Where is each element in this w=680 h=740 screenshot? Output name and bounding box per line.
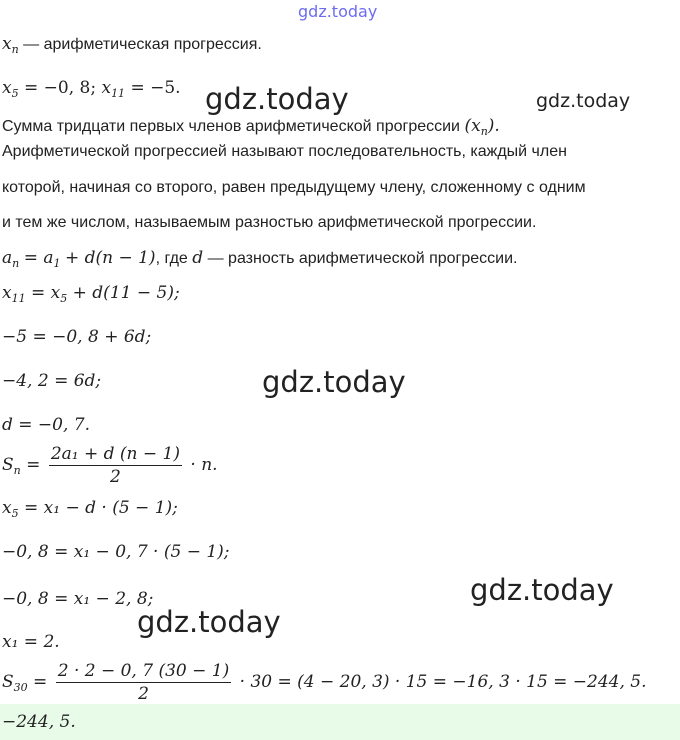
equation: −0, 8 = x₁ − 2, 8; <box>2 589 154 609</box>
s30-computation: $S_{30}$ = $\frac{2 \cdot 2 - 0, 7 (30 - 1)}{2}$ · 30 = (4 − 20, 3) · 15 = −16, 3 · 15 = −244, 5. <box>2 661 647 704</box>
watermark: gdz.today <box>262 365 406 399</box>
x11-equation: $x_{11} = x_5 + d(11 - 5)$; <box>2 283 180 305</box>
definition-line-3: и тем же числом, называемым разностью арифметической прогрессии. <box>2 214 537 231</box>
definition-line-1: Арифметической прогрессией называют последовательность, каждый член <box>2 143 567 160</box>
equation: −5 = −0, 8 + 6d; <box>2 327 152 347</box>
intro-text: — арифметическая прогрессия. <box>23 36 262 53</box>
nth-term-formula: $a_n = a_1 + d(n - 1)$, где d — разность арифметической прогрессии. <box>2 248 518 270</box>
x5-equation: $x_5 = x_1 - d \cdot (5 - 1)$; <box>2 498 178 520</box>
answer-value: −244, 5. <box>2 712 76 732</box>
equation: −0, 8 = x₁ − 0, 7 · (5 − 1); <box>2 542 230 562</box>
watermark: gdz.today <box>205 82 349 116</box>
given-values: $x_5 = -0$, 8; $x_{11} = -5$. <box>2 78 181 100</box>
var-xn: $x_n$ <box>2 34 19 56</box>
watermark: gdz.today <box>470 573 614 607</box>
definition-line-2: которой, начиная со второго, равен предыдущему члену, сложенному с одним <box>2 179 586 196</box>
equation: −4, 2 = 6d; <box>2 371 102 391</box>
watermark: gdz.today <box>137 605 281 639</box>
watermark-top: gdz.today <box>298 2 378 21</box>
intro-line <box>2 34 262 56</box>
equation: d = −0, 7. <box>2 415 91 435</box>
watermark: gdz.today <box>536 90 631 112</box>
fraction: $\frac{2 \cdot 2 - 0, 7 (30 - 1)}{2}$ <box>57 661 230 704</box>
fraction: $\frac{\text{2a₁ + d (n − 1)}}{2}$ <box>50 444 180 487</box>
sum-formula: $S_n$ = $\frac{\text{2a₁ + d (n − 1)}}{2}$ · n. <box>2 444 218 487</box>
equation: x₁ = 2. <box>2 632 60 652</box>
answer-box <box>0 704 680 740</box>
task-line: Сумма тридцати первых членов арифметической прогрессии $(x_n)$. <box>2 116 500 138</box>
